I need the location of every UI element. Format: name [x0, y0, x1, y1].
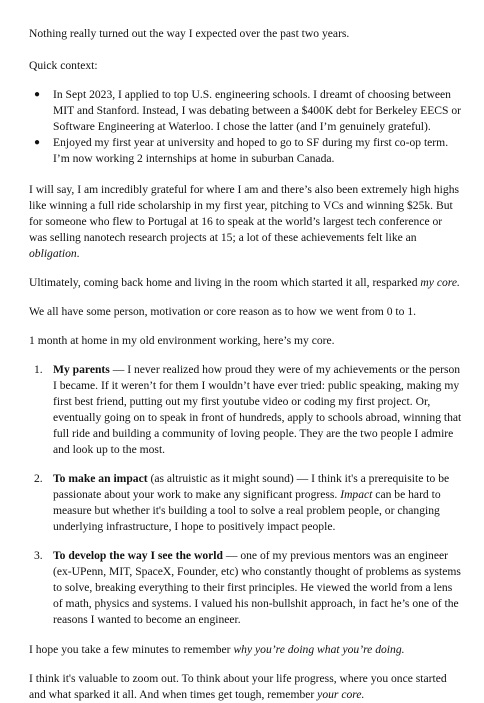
item-title: To develop the way I see the world — [53, 549, 223, 562]
item-text: — I never realized how proud they were of my achievements or the person I became. If it weren’t for them I wouldn’t have ever tried: public speaking, making my first best friend, putting out my first youtube video or coding my first project. Or, eventually going on to speak in front of hundreds, apply to schools abroad, winning that full ride and building a community of loving people. They are the two people I admire and look up to the most. — [53, 363, 462, 456]
list-item — [29, 548, 462, 628]
remember-paragraph — [29, 642, 462, 658]
emphasis-text: why you’re doing what you’re doing. — [233, 643, 405, 656]
item-text-continued: can be hard to measure but whether it's building a tool to solve a real problem people, or changing underlying infrastructure, I hope to positively impact people. — [53, 488, 441, 533]
paragraph-end: . — [76, 247, 80, 260]
item-text: (as altruistic as it might sound) — I think it's a prerequisite to be passionate about your work to make any significant progress. — [53, 472, 450, 501]
list-number: 3. — [34, 549, 43, 562]
list-item — [29, 471, 462, 535]
core-list — [29, 362, 462, 628]
paragraph-text: I will say, I am incredibly grateful for where I am and there’s also been extremely high highs like winning a full ride scholarship in my first year, pitching to VCs and winning $25k. But for someone who flew to Portugal at 16 to speak at the world’s largest tech conference or was selling nanotech research projects at 15; a lot of these achievements felt like an — [29, 183, 460, 244]
list-item — [29, 87, 462, 135]
item-title: My parents — [53, 363, 110, 376]
intro-paragraph: Nothing really turned out the way I expected over the past two years. — [29, 27, 350, 40]
item-title: To make an impact — [53, 472, 148, 485]
list-number: 1. — [34, 363, 43, 376]
paragraph-text: I think it's valuable to zoom out. To think about your life progress, where you once started and what sparked it all. And when times get tough, remember — [29, 672, 447, 701]
bullet-text: Enjoyed my first year at university and hoped to go to SF during my first co-op term. I’m now working 2 internships at home in suburban Canada. — [53, 136, 449, 165]
context-bullet-list — [29, 87, 462, 167]
bullet-icon: ● — [34, 89, 41, 100]
item-text: — one of my previous mentors was an engineer (ex-UPenn, MIT, SpaceX, Founder, etc) who constantly thought of problems as systems to solve, breaking everything to their first principles. He viewed the world from a lens of math, physics and systems. I valued his non-bullshit approach, in fact he’s one of the reasons I wanted to become an engineer. — [53, 549, 461, 626]
bullet-text: In Sept 2023, I applied to top U.S. engineering schools. I dreamt of choosing between MIT and Stanford. Instead, I was debating between a $400K debt for Berkeley EECS or Software Engineering at Waterloo. I chose the latter (and I’m genuinely grateful). — [53, 88, 462, 133]
paragraph-text: Ultimately, coming back home and living in the room which started it all, resparked — [29, 276, 421, 289]
bullet-icon: ● — [34, 137, 41, 148]
home-paragraph — [29, 275, 462, 291]
emphasis-text: your core. — [317, 688, 365, 701]
paragraph-text: I hope you take a few minutes to remember — [29, 643, 234, 656]
list-number: 2. — [34, 472, 43, 485]
list-item — [29, 135, 462, 167]
month-paragraph: 1 month at home in my old environment working, here’s my core. — [29, 334, 335, 347]
emphasis-text: my core. — [420, 276, 460, 289]
grateful-paragraph — [29, 182, 462, 262]
emphasis-text: obligation — [29, 247, 77, 260]
list-item — [29, 362, 462, 458]
emphasis-text: Impact — [340, 488, 373, 501]
context-label: Quick context: — [29, 59, 98, 72]
person-paragraph: We all have some person, motivation or core reason as to how we went from 0 to 1. — [29, 305, 417, 318]
zoom-paragraph — [29, 671, 462, 703]
